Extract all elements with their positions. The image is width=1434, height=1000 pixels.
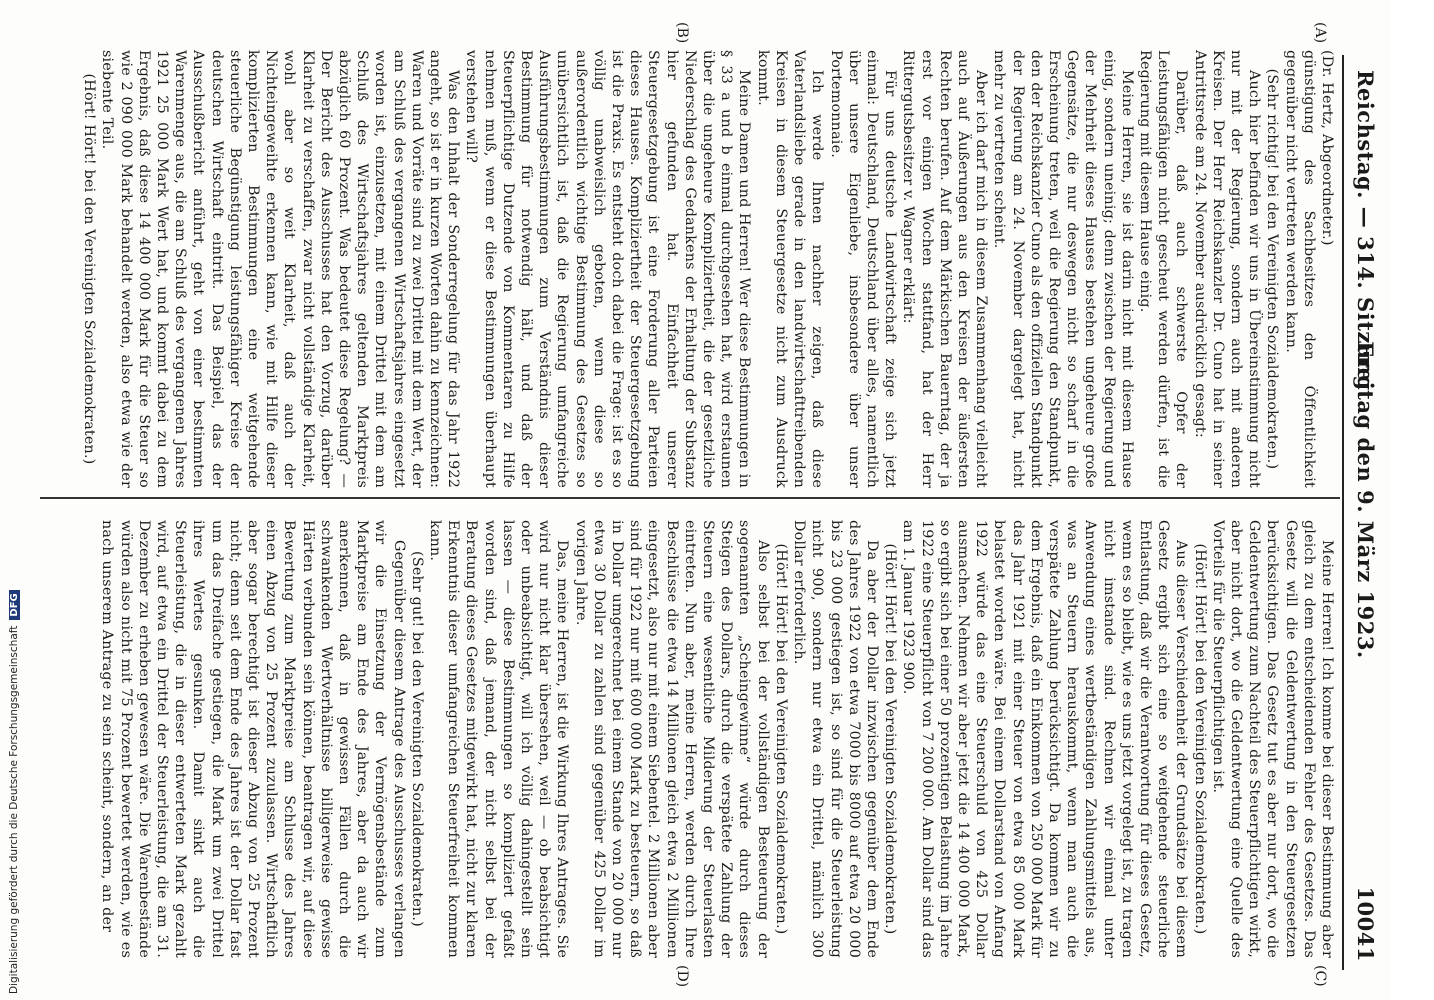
paragraph: Meine Herren, sie ist darin nicht mit diesem Hause einig, sondern uneinig; denn zwischen der Regierung und der Mehrheit dieses Hauses bestehen ungeheure große Gegensätze, die nur deswegen nicht so scharf in die Erscheinung treten, weil die Regierung den Standpunkt, den der Reichskanzler Cuno als den offiziellen Standpunkt der Regierung am 24. November dargelegt hat, nicht mehr zu vertreten scheint. — [991, 50, 1135, 488]
header-center: Freitag den 9. März 1923. — [1353, 341, 1378, 659]
paragraph: (Hört! Hört! bei den Vereinigten Sozialdemokraten.) — [1191, 543, 1208, 935]
paragraph: (Sehr richtig! bei den Vereinigten Sozialdemokraten.) — [1264, 68, 1281, 470]
margin-mark-b: (B) — [674, 22, 690, 44]
text-column-right — [26, 520, 1336, 958]
page-number: 10041 — [1353, 886, 1378, 962]
paragraph: Was den Inhalt der Sonderregelung für das Jahr 1922 angeht, so ist er in kurzen Worten dahin zu kennzeichnen: Waren und Vorräte sind zu zwei Drittel mit dem Wert, der am Schluß des vergangenen Wirtschaftsjahres eingesetzt worden ist, einzusetzen, mit einem Drittel mit dem am Schluß des Wirtschaftsjahres geltenden Marktpreis abzüglich 60 Prozent. Was bedeutet diese Regelung? — Der Bericht des Ausschusses hat den Vorzug, darüber Klarheit zu verschaffen, zwar nicht vollständige Klarheit, wohl aber so weit Klarheit, daß auch der Nichteingeweihte erkennen kann, wie mit Hilfe dieser komplizierten Bestimmungen eine weitgehende steuerliche Begünstigung leistungsfähiger Kreise der deutschen Wirtschaft eintritt. Das Beispiel, das der Ausschußbericht anführt, geht von einer bestimmten Warenmenge aus, die am Schluß des vergangenen Jahres 1921 25 000 Mark Wert hat, und kommt dabei zu dem Ergebnis, daß diese 14 400 000 Mark für die Steuer so wie 2 090 000 Mark behandelt werden, also etwa wie der siebente Teil. — [99, 50, 462, 488]
side-credit — [6, 4, 20, 994]
paragraph: günstigung des Sachbesitzes den Öffentlichkeit gegenüber nicht vertreten werden kann. — [1282, 50, 1317, 488]
margin-mark-d: (D) — [674, 965, 690, 988]
paragraph: Also selbst bei der vollständigen Besteuerung der sogenannten „Scheingewinne“ würde durch dieses Steigen des Dollars, durch die verspätete Zahlung der Steuern eine wesentliche Milderung der Steuerlasten eintreten. Nun aber, meine Herren, werden durch Ihre Beschlüsse die etwa 14 Millionen gleich etwa 2 Millionen eingesetzt, also nur mit einem Siebentel. 2 Millionen aber sind für 1922 nur mit 600 000 Mark zu besteuern, so daß in Dollar umgerechnet bei einem Stande von 20 000 nur etwa 30 Dollar zu zahlen sind gegenüber 425 Dollar im vorigen Jahre. — [572, 520, 771, 958]
paragraph: Meine Herren! Ich komme bei dieser Bestimmung aber gleich zu dem entscheidenden Fehler des Gesetzes. Das Gesetz will die Geldentwertung in den Steuergesetzen berücksichtigen. Das Gesetz tut es aber nur dort, wo die Geldentwertung zum Nachteil des Steuerpflichtigen wirkt, aber nicht dort, wo die Geldentwertung eine Quelle des Vorteils für die Steuerpflichtigen ist. — [1209, 520, 1335, 958]
paragraph: Gegenüber diesem Antrage des Ausschusses verlangen wir die Einsetzung der Vermögensbestände zum Marktpreise am Ende des Jahres, aber da auch wir anerkennen, daß in gewissen Fällen durch die schwankenden Wertverhältnisse billigerweise gewisse Härten verbunden sein können, beantragen wir, auf diese Bewertung zum Marktpreise am Schlusse des Jahres einen Abzug von 25 Prozent zuzulassen. Wirtschaftlich aber sogar berechtigt ist dieser Abzug von 25 Prozent nicht; denn seit dem Ende des Jahres ist der Dollar fast um das Dreifache gestiegen, die Mark um zwei Drittel ihres Wertes gesunken. Damit sinkt auch die Steuerleistung, die in dieser entwerteten Mark gezahlt wird, auf etwa ein Drittel der Steuerleistung, die am 31. Dezember zu erheben gewesen wäre. Die Warenbestände würden also nicht mit 75 Prozent bewertet werden, wie es nach unserem Antrage zu sein scheint, sondern, an der — [99, 520, 407, 958]
paragraph: Ich werde Ihnen nachher zeigen, daß diese Vaterlandsliebe gerade in den landwirtschafttreibenden Kreisen in diesem Steuergesetze nicht zum Ausdruck kommt. — [754, 50, 826, 488]
header-left: Reichstag. — 314. Sitzung. — [1353, 70, 1378, 399]
column-divider — [40, 497, 1340, 499]
header-rule — [1342, 55, 1344, 970]
paragraph: (Hört! Hört! bei den Vereinigten Sozialdemokraten.) — [882, 543, 899, 935]
text-column-left — [26, 50, 1336, 488]
paragraph: Auch hier befinden wir uns in Übereinstimmung nicht nur mit der Regierung, sondern auch mit anderen Kreisen. Der Herr Reichskanzler Dr. Cuno hat in seiner Antrittsrede am 24. November ausdrücklich gesagt: — [1191, 50, 1263, 488]
dfg-logo: DFG — [9, 590, 20, 619]
page-header — [1348, 30, 1382, 970]
paragraph: Darüber, daß auch schwerste Opfer der Leistungsfähigen nicht gescheut werden dürfen, ist die Regierung mit diesem Hause einig. — [1136, 50, 1190, 488]
paragraph: (Hört! Hört! bei den Vereinigten Sozialdemokraten.) — [81, 73, 98, 465]
paragraph: Das, meine Herren, ist die Wirkung Ihres Antrages. Sie wird nur nicht klar übersehen, weil — ob beabsichtigt oder unbeabsichtigt, will ich völlig dahingestellt sein lassen — diese Bestimmungen so kompliziert gefaßt worden sind, daß jemand, der nicht selbst bei der Beratung dieses Gesetzes mitgewirkt hat, nicht zur klaren Erkenntnis dieser umfangreichen Steuerfreiheit kommen kann. — [427, 520, 571, 958]
margin-mark-c: (C) — [1312, 965, 1328, 987]
paragraph: Meine Damen und Herren! Wer diese Bestimmungen in § 33 a und b einmal durchgesehen hat, wird erstaunen über die ungeheure Kompliziertheit, die der gesetzliche Niederschlag des Gedankens der Erhaltung der Substanz hier gefunden hat. Einfachheit unserer Steuergesetzgebung ist eine Forderung aller Parteien dieses Hauses. Kompliziertheit der Steuergesetzgebung ist die Praxis. Es entsteht doch dabei die Frage: ist es so völlig unabweislich geboten, wenn diese so außerordentlich wichtige Bestimmung des Gesetzes so unübersichtlich ist, daß die Regierung umfangreiche Ausführungsbestimmungen zum Verständnis dieser Bestimmung für notwendig hält, und daß der Steuerpflichtige Dutzende von Kommentaren zu Hilfe nehmen muß, wenn er diese Bestimmungen überhaupt verstehen will? — [463, 50, 753, 488]
paragraph: (Sehr gut! bei den Vereinigten Sozialdemokraten.) — [408, 551, 425, 927]
paragraph: (Hört! Hört! bei den Vereinigten Sozialdemokraten.) — [772, 543, 789, 935]
paragraph: Da aber der Dollar inzwischen gegenüber dem Ende des Jahres 1922 von etwa 7000 bis 8000 auf etwa 20 000 bis 23 000 gestiegen ist, so sind für die Steuerleistung nicht 900, sondern nur etwa ein Drittel, nämlich 300 Dollar erforderlich. — [791, 520, 880, 958]
margin-mark-a: (A) — [1312, 22, 1328, 44]
paragraph: Aus dieser Verschiedenheit der Grundsätze bei diesem Gesetz ergibt sich eine so weitgehende steuerliche Entlastung, daß wir die Verantwortung für dieses Gesetz, wenn es so bleibt, wie es uns jetzt vorgelegt ist, zu tragen nicht imstande sind. Rechnen wir einmal unter Anwendung eines wertbeständigen Zahlungsmittels aus, was an Steuern herauskommt, wenn man auch die verspätete Zahlung berücksichtigt. Da kommen wir zu dem Ergebnis, daß ein Einkommen von 250 000 Mark für das Jahr 1921 mit einer Steuer von etwa 85 000 Mark belastet worden wäre. Bei einem Dollarstand von Anfang 1922 würde das eine Steuerschuld von 425 Dollar ausmachen. Nehmen wir aber jetzt die 14 400 000 Mark, so ergibt sich bei einer 50 prozentigen Belastung im Jahre 1922 eine Steuerpflicht von 7 200 000. Am Dollar sind das am 1. Januar 1923 900. — [900, 520, 1190, 958]
paragraph: Für uns deutsche Landwirtschaft zeige sich jetzt einmal: Deutschland, Deutschland über alles, namentlich über unsere Eigenliebe, insbesondere über unser Portemonnaie. — [827, 50, 899, 488]
paragraph: Aber ich darf mich in diesem Zusammenhang vielleicht auch auf Äußerungen aus den Kreisen der äußersten Rechten berufen. Auf dem Märkischen Bauerntag, der ja erst vor einigen Wochen stattfand, hat der Herr Rittergutsbesitzer v. Wagner erklärt: — [900, 50, 990, 488]
paragraph: (Dr. Hertz, Abgeordneter.) — [1319, 50, 1335, 246]
side-credit-text: Digitalisierung gefördert durch die Deutsche Forschungsgemeinschaft — [8, 625, 20, 994]
